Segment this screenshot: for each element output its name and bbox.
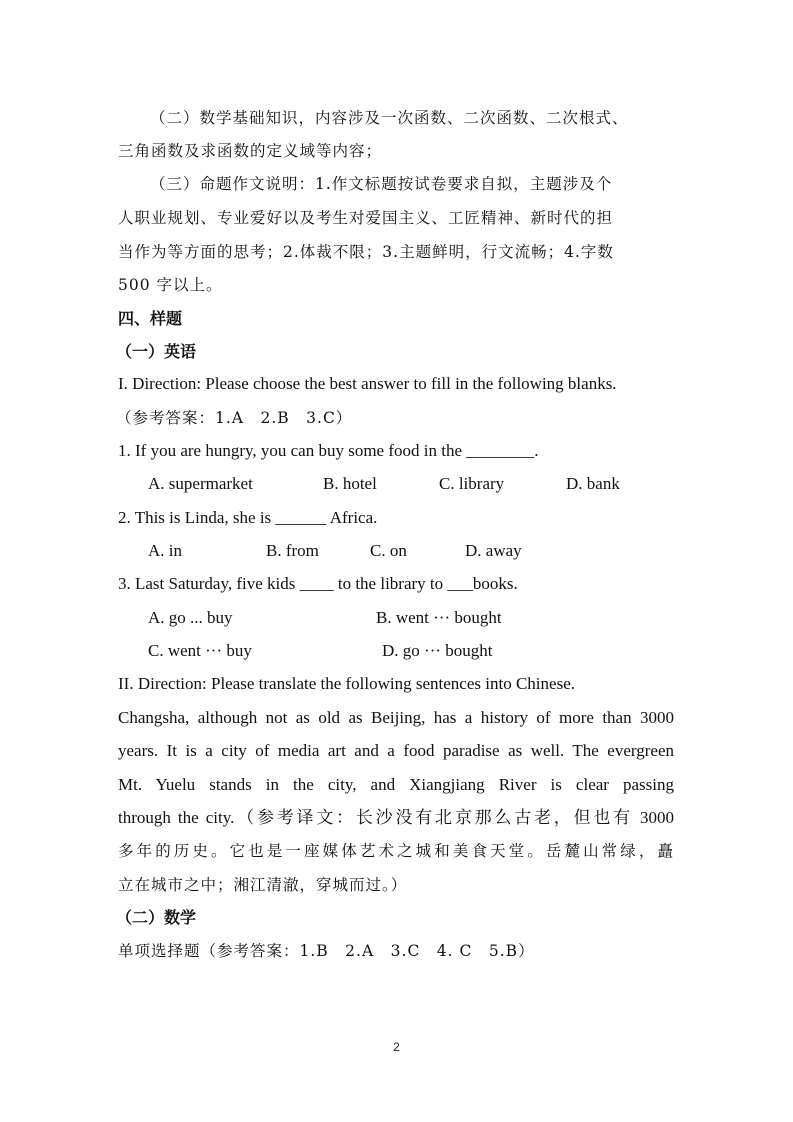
page-number: 2: [393, 1040, 400, 1054]
question-1-stem: 1. If you are hungry, you can buy some food in the ________.: [118, 441, 539, 460]
english-direction-1: I. Direction: Please choose the best answer to fill in the following blanks.: [118, 374, 617, 393]
paragraph-math-basics-line2: 三角函数及求函数的定义域等内容；: [118, 142, 383, 160]
paragraph-essay-line1: （三）命题作文说明：1.作文标题按试卷要求自拟，主题涉及个: [150, 175, 613, 193]
option-b: B. went ··· bought: [376, 608, 502, 627]
passage-line-6: 立在城市之中；湘江清澈，穿城而过。）: [118, 876, 408, 894]
option-b: B. from: [266, 541, 319, 560]
question-2-stem: 2. This is Linda, she is ______ Africa.: [118, 508, 378, 527]
paragraph-essay-line2: 人职业规划、专业爱好以及考生对爱国主义、工匠精神、新时代的担: [118, 209, 614, 227]
subsection-heading-math: （二）数学: [116, 908, 197, 927]
option-c: C. on: [370, 541, 407, 560]
option-d: D. away: [465, 541, 522, 560]
section-heading-samples: 四、样题: [118, 309, 183, 328]
option-c: C. went ··· buy: [148, 641, 252, 660]
subsection-heading-english: （一）英语: [116, 342, 197, 361]
english-direction-2: II. Direction: Please translate the following sentences into Chinese.: [118, 674, 575, 693]
passage-line-3: Mt. Yuelu stands in the city, and Xiangjiang River is clear passing: [118, 775, 674, 794]
passage-line-5: 多年的历史。它也是一座媒体艺术之城和美食天堂。岳麓山常绿，矗: [118, 842, 674, 860]
english-answers-1: （参考答案：1.A 2.B 3.C）: [116, 409, 353, 427]
option-c: C. library: [439, 474, 505, 493]
option-a: A. in: [148, 541, 182, 560]
option-d: D. bank: [566, 474, 620, 493]
option-b: B. hotel: [323, 474, 377, 493]
paragraph-essay-line3: 当作为等方面的思考；2.体裁不限；3.主题鲜明，行文流畅；4.字数: [118, 243, 614, 261]
question-3-stem: 3. Last Saturday, five kids ____ to the library to ___books.: [118, 574, 518, 593]
paragraph-essay-line4: 500 字以上。: [118, 276, 223, 294]
paragraph-math-basics-line1: （二）数学基础知识，内容涉及一次函数、二次函数、二次根式、: [150, 109, 629, 127]
math-answers: 单项选择题（参考答案：1.B 2.A 3.C 4. C 5.B）: [118, 942, 535, 960]
option-a: A. supermarket: [148, 474, 253, 493]
passage-line-2: years. It is a city of media art and a food paradise as well. The evergreen: [118, 741, 674, 760]
passage-line-1: Changsha, although not as old as Beijing, has a history of more than 3000: [118, 708, 674, 727]
option-d: D. go ··· bought: [382, 641, 493, 660]
passage-line-4: through the city.（参考译文：长沙没有北京那么古老，但也有 3000: [118, 808, 674, 827]
option-a: A. go ... buy: [148, 608, 233, 627]
